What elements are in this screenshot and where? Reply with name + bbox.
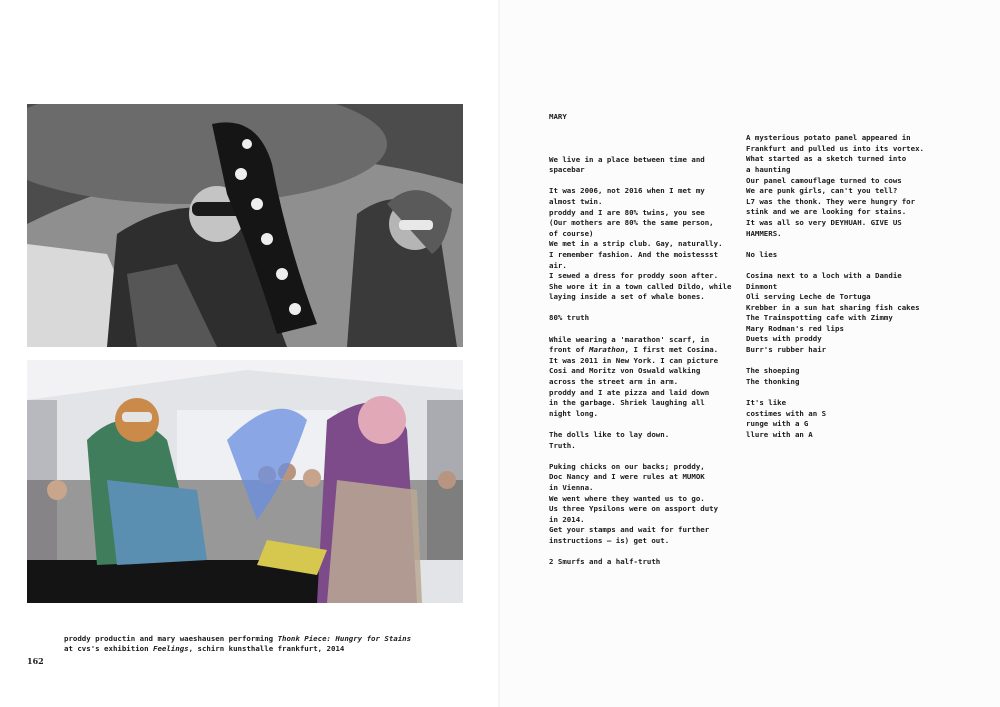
right-column-paragraph [746,366,941,387]
right-column-line: Cosima next to a loch with a Dandie [746,270,902,280]
caption-line-2-title: Feelings [153,644,189,653]
left-column-paragraph [549,430,744,451]
right-column-line: Duets with proddy [746,334,822,344]
left-column-line: It was 2006, not 2016 when I met my [549,186,705,196]
caption-line-2-suffix: , schirn kunsthalle frankfurt, 2014 [188,644,345,653]
left-column-paragraph [549,557,744,568]
text-column-right [746,112,941,462]
right-column-line: HAMMERS. [746,228,782,238]
right-column-line: The shoeping [746,366,800,376]
left-column-line: front of Marathon, I first met Cosima. [549,345,719,355]
left-column-line: Us three Ypsilons were on assport duty [549,504,719,514]
text-column-right-body [746,133,941,440]
page-number: 162 [27,656,44,666]
left-column-line: We met in a strip club. Gay, naturally. [549,239,723,249]
right-column-line: The Trainspotting cafe with Zimmy [746,313,893,323]
right-column-line: We are punk girls, can't you tell? [746,186,898,196]
right-column-line: Burr's rubber hair [746,345,827,355]
right-column-line: A mysterious potato panel appeared in [746,133,911,143]
left-column-line: The dolls like to lay down. [549,430,670,439]
left-column-line: laying inside a set of whale bones. [549,292,705,302]
photo-caption [64,634,444,654]
right-column-line: No lies [746,249,778,259]
left-column-line: Doc Nancy and I were rules at MUMOK [549,472,705,482]
performance-photo-top [27,104,463,347]
left-column-line: Truth. [549,440,576,450]
caption-line-2 [64,644,444,654]
caption-line-1-text: proddy productin and mary waeshausen performing [64,634,278,643]
left-column-line: Cosi and Moritz von Oswald walking [549,366,701,376]
left-column-line: I sewed a dress for proddy soon after. [549,271,719,281]
left-column-line: We went where they wanted us to go. [549,493,705,503]
left-column-line: night long. [549,408,598,418]
right-column-line: a haunting [746,164,791,174]
right-column-line: The thonking [746,376,800,386]
right-column-line: Frankfurt and pulled us into its vortex. [746,143,924,153]
left-column-line: almost twin. [549,196,603,206]
right-column-line: L7 was the thonk. They were hungry for [746,196,916,206]
left-column-line: in the garbage. Shriek laughing all [549,398,705,408]
right-column-line: Krebber in a sun hat sharing fish cakes [746,302,920,312]
left-column-line: Puking chicks on our backs; proddy, [549,461,705,471]
left-column-line: While wearing a 'marathon' scarf, in [549,334,710,344]
left-column-paragraph [549,335,744,420]
left-column-line: instructions – is) get out. [549,535,670,545]
right-column-line: llure with an A [746,429,813,439]
performance-photo-top-image [27,104,463,347]
left-column-line: spacebar [549,165,585,175]
left-column-line: air. [549,260,567,270]
left-column-line: in Vienna. [549,482,594,492]
left-column-line: Get your stamps and wait for further [549,525,710,535]
right-column-line: Our panel camouflage turned to cows [746,175,902,185]
right-column-paragraph [746,271,941,356]
right-column-line: costimes with an S [746,408,827,418]
left-column-line: proddy and I are 80% twins, you see [549,207,705,217]
right-column-line: What started as a sketch turned into [746,154,907,164]
left-column-paragraph [549,155,744,176]
left-column-line: 80% truth [549,313,590,323]
left-column-paragraph [549,313,744,324]
left-column-line: of course) [549,228,594,238]
right-column-line: Oli serving Leche de Tortuga [746,292,871,302]
right-column-line: Mary Rodman's red lips [746,323,844,333]
left-column-paragraph [549,462,744,547]
left-column-line: It was 2011 in New York. I can picture [549,355,719,365]
right-column-paragraph [746,133,941,239]
right-column-line: It was all so very DEYHUAH. GIVE US [746,217,902,227]
performance-photo-bottom [27,360,463,603]
right-column-line: Dinmont [746,281,778,291]
left-column-line: proddy and I ate pizza and laid down [549,387,710,397]
right-column-line: stink and we are looking for stains. [746,207,907,217]
right-column-line: runge with a G [746,419,809,429]
caption-line-1-title: Thonk Piece: Hungry for Stains [277,634,412,643]
performance-photo-bottom-image [27,360,463,603]
left-column-paragraph [549,186,744,303]
left-column-line: She wore it in a town called Dildo, while [549,281,732,291]
italic-title: Marathon [589,345,625,355]
right-column-line: It's like [746,398,787,408]
right-column-paragraph [746,250,941,261]
left-column-line: We live in a place between time and [549,154,705,164]
left-column-line: across the street arm in arm. [549,377,679,387]
right-column-paragraph [746,398,941,440]
left-column-line: in 2014. [549,514,585,524]
left-column-line: I remember fashion. And the moistessst [549,249,719,259]
left-column-line: 2 Smurfs and a half-truth [549,557,661,567]
left-column-line: (Our mothers are 80% the same person, [549,218,714,228]
heading: MARY [549,112,567,122]
caption-line-2-text: at cvs's exhibition [64,644,153,653]
text-column-left-body [549,155,744,568]
caption-line-1 [64,634,444,644]
text-column-left [549,91,744,589]
